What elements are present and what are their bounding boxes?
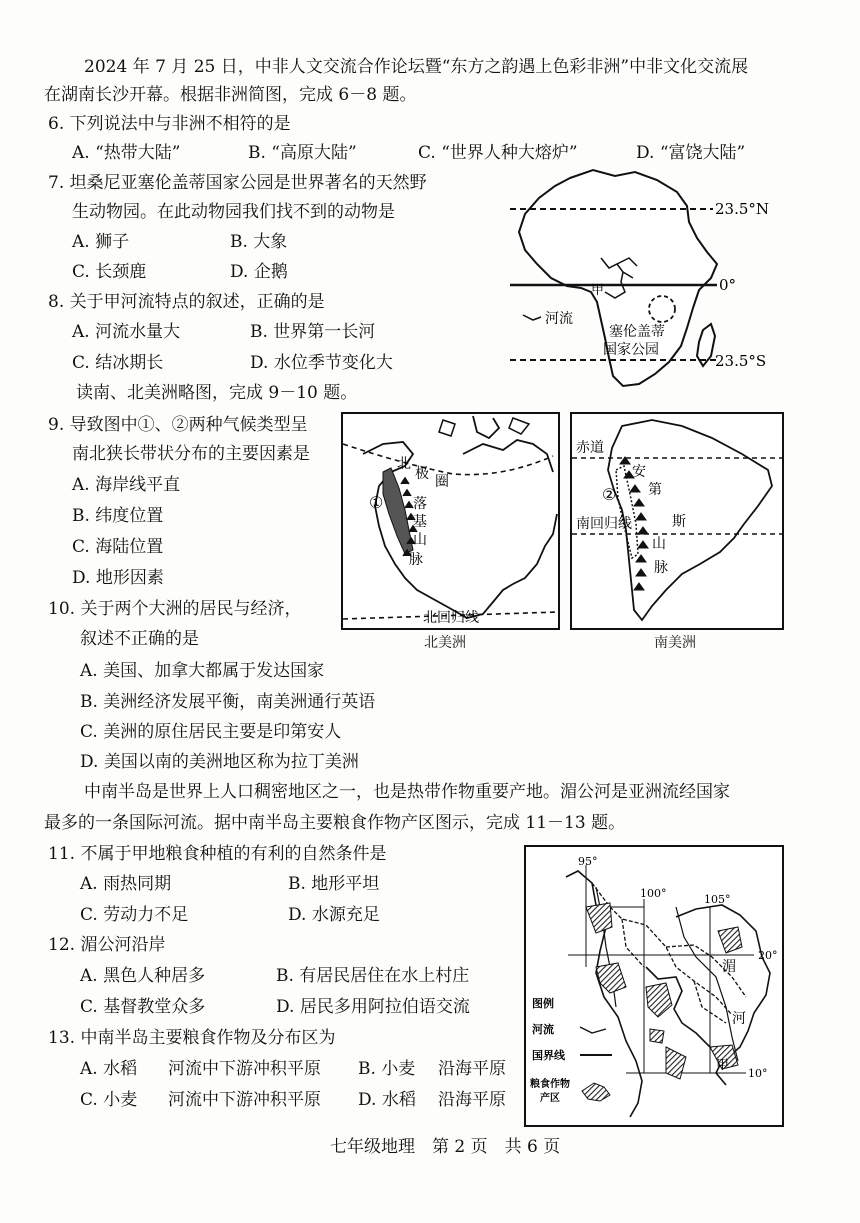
q8-option-a[interactable]: A. 河流水量大 [72, 322, 181, 342]
q6-option-d[interactable]: D. “富饶大陆” [636, 143, 746, 163]
q13-option-d-crop[interactable]: D. 水稻 [358, 1090, 416, 1110]
q13-option-d-region[interactable]: 沿海平原 [438, 1090, 506, 1110]
andes-label-mai: 脉 [654, 560, 668, 576]
legend-crop-label-line1: 粮食作物 [530, 1079, 570, 1090]
q10-option-b[interactable]: B. 美洲经济发展平衡，南美洲通行英语 [80, 692, 376, 712]
crop-area-4 [718, 927, 742, 953]
jia-label: 甲 [716, 1058, 730, 1073]
equator-label: 赤道 [576, 440, 604, 456]
q8-option-b[interactable]: B. 世界第一长河 [250, 322, 376, 342]
q12-option-d[interactable]: D. 居民多用阿拉伯语交流 [276, 997, 470, 1017]
arctic-label-quan: 圈 [435, 474, 449, 490]
q7-stem-line1: 7. 坦桑尼亚塞伦盖蒂国家公园是世界著名的天然野 [48, 173, 427, 193]
q11-option-b[interactable]: B. 地形平坦 [288, 874, 380, 894]
lat-23n-label: 23.5°N [715, 200, 770, 218]
sa-caption: 南美洲 [654, 635, 696, 651]
crop-area-7 [666, 1047, 686, 1079]
q13-option-a-crop[interactable]: A. 水稻 [80, 1059, 138, 1079]
arctic-label-bei: 北 [397, 456, 411, 472]
q9-option-c[interactable]: C. 海陆位置 [72, 537, 164, 557]
mekong-label-mei: 湄 [722, 959, 736, 975]
q9-option-b[interactable]: B. 纬度位置 [72, 506, 164, 526]
q9-stem-line1: 9. 导致图中①、②两种气候类型呈 [48, 415, 308, 435]
q7-option-a[interactable]: A. 狮子 [72, 232, 130, 252]
crop-area-1 [586, 903, 612, 933]
q7-option-d[interactable]: D. 企鹅 [230, 262, 288, 282]
crop-area-3 [646, 983, 672, 1017]
jia-label: 甲 [591, 283, 605, 298]
q13-option-b-crop[interactable]: B. 小麦 [358, 1059, 416, 1079]
q8-option-c[interactable]: C. 结冰期长 [72, 353, 164, 373]
lon-95-label: 95° [578, 855, 598, 868]
q11-option-d[interactable]: D. 水源充足 [288, 905, 380, 925]
page-footer: 七年级地理 第 2 页 共 6 页 [330, 1137, 561, 1157]
arctic-label-ji: 极 [415, 466, 429, 482]
lon-100-label: 100° [640, 887, 667, 900]
park-label-line2: 国家公园 [603, 342, 659, 358]
climate-1-label: ① [369, 493, 384, 512]
q8-stem: 8. 关于甲河流特点的叙述，正确的是 [48, 292, 325, 312]
q6-stem: 6. 下列说法中与非洲不相符的是 [48, 114, 291, 134]
q7-option-c[interactable]: C. 长颈鹿 [72, 262, 147, 282]
legend-title: 图例 [532, 997, 554, 1010]
q10-option-a[interactable]: A. 美国、加拿大都属于发达国家 [80, 661, 325, 681]
river-legend-label: 河流 [545, 311, 573, 327]
na-islands [439, 418, 529, 436]
legend-crop-symbol [582, 1083, 610, 1101]
q12-option-a[interactable]: A. 黑色人种居多 [80, 966, 206, 986]
tropic-capricorn-label: 南回归线 [576, 516, 632, 532]
south-america-map [570, 412, 784, 630]
lat-20-label: 20° [758, 949, 778, 962]
rocky-label-shan: 山 [413, 532, 427, 548]
andes-label-shan: 山 [652, 536, 666, 552]
intro1-line1: 2024 年 7 月 25 日，中非人文交流合作论坛暨“东方之韵遇上色彩非洲”中非文化交流展 [84, 57, 749, 77]
lon-105-label: 105° [704, 893, 731, 906]
park-label-line1: 塞伦盖蒂 [609, 324, 665, 340]
q13-option-a-region[interactable]: 河流中下游冲积平原 [168, 1059, 321, 1079]
africa-map [505, 160, 775, 400]
rocky-label-luo: 落 [413, 496, 427, 512]
q13-stem: 13. 中南半岛主要粮食作物及分布区为 [48, 1028, 336, 1048]
sa-outline [608, 420, 772, 620]
lat-23s-label: 23.5°S [715, 352, 767, 370]
legend-river-label: 河流 [532, 1023, 554, 1036]
intro3-line2: 最多的一条国际河流。据中南半岛主要粮食作物产区图示，完成 11－13 题。 [44, 813, 626, 833]
rocky-label-mai: 脉 [409, 552, 423, 568]
legend-border-label: 国界线 [532, 1049, 565, 1062]
river-legend-symbol [523, 315, 541, 320]
q10-option-d[interactable]: D. 美国以南的美洲地区称为拉丁美洲 [80, 752, 359, 772]
andes-label-di: 第 [648, 482, 662, 498]
intro1-line2: 在湖南长沙开幕。根据非洲简图，完成 6－8 题。 [44, 85, 417, 105]
q11-stem: 11. 不属于甲地粮食种植的有利的自然条件是 [48, 844, 387, 864]
intro2: 读南、北美洲略图，完成 9－10 题。 [76, 383, 358, 403]
q11-option-c[interactable]: C. 劳动力不足 [80, 905, 189, 925]
q12-option-c[interactable]: C. 基督教堂众多 [80, 997, 206, 1017]
q6-option-a[interactable]: A. “热带大陆” [72, 143, 181, 163]
q8-option-d[interactable]: D. 水位季节变化大 [250, 353, 393, 373]
crop-area-5 [650, 1029, 664, 1043]
andes-label-an: 安 [632, 464, 646, 480]
mekong-label-he: 河 [732, 1011, 746, 1027]
q11-option-a[interactable]: A. 雨热同期 [80, 874, 172, 894]
q12-option-b[interactable]: B. 有居民居住在水上村庄 [276, 966, 470, 986]
q6-option-b[interactable]: B. “高原大陆” [248, 143, 357, 163]
legend-river-symbol [580, 1027, 606, 1033]
lat-10-label: 10° [748, 1067, 768, 1080]
equator-label: 0° [719, 276, 737, 294]
legend-crop-label-line2: 产区 [540, 1093, 560, 1104]
q7-stem-line2: 生动物园。在此动物园我们找不到的动物是 [72, 202, 395, 222]
q10-stem-line1: 10. 关于两个大洲的居民与经济， [48, 599, 302, 619]
q12-stem: 12. 湄公河沿岸 [48, 935, 166, 955]
q13-option-b-region[interactable]: 沿海平原 [438, 1059, 506, 1079]
indochina-map [524, 845, 784, 1127]
na-caption: 北美洲 [424, 635, 466, 651]
q10-option-c[interactable]: C. 美洲的原住居民主要是印第安人 [80, 722, 342, 742]
intro3-line1: 中南半岛是世界上人口稠密地区之一，也是热带作物重要产地。湄公河是亚洲流经国家 [84, 782, 730, 802]
q10-stem-line2: 叙述不正确的是 [80, 629, 199, 649]
q7-option-b[interactable]: B. 大象 [230, 232, 288, 252]
q6-option-c[interactable]: C. “世界人种大熔炉” [418, 143, 578, 163]
q9-option-d[interactable]: D. 地形因素 [72, 568, 164, 588]
north-america-map [341, 412, 560, 630]
rocky-label-ji: 基 [413, 514, 427, 530]
q9-stem-line2: 南北狭长带状分布的主要因素是 [72, 444, 310, 464]
climate-2-label: ② [602, 485, 617, 504]
q13-option-c-crop[interactable]: C. 小麦 [80, 1090, 138, 1110]
q9-option-a[interactable]: A. 海岸线平直 [72, 475, 181, 495]
tropic-cancer-label: 北回归线 [423, 610, 479, 626]
andes-label-si: 斯 [672, 514, 686, 530]
q13-option-c-region[interactable]: 河流中下游冲积平原 [168, 1090, 321, 1110]
